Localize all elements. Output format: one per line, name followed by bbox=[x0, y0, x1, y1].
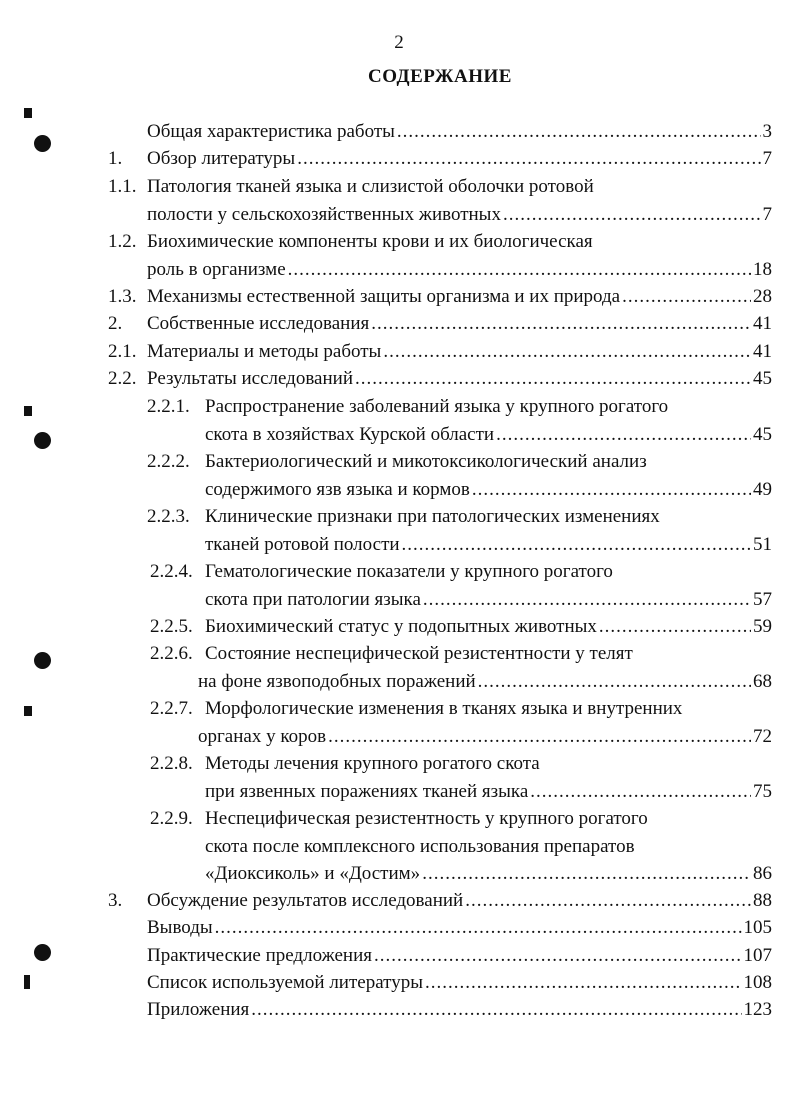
toc-entry-title: Практические предложения bbox=[147, 945, 372, 966]
toc-entry-number: 1. bbox=[108, 148, 123, 169]
toc-entry[interactable] bbox=[198, 670, 772, 694]
toc-entry-number: 2.2.2. bbox=[147, 451, 190, 472]
toc-entry-title: Обсуждение результатов исследований bbox=[147, 890, 464, 911]
toc-entry-title: Биохимические компоненты крови и их биологическая bbox=[147, 231, 593, 252]
toc-entry-title: Общая характеристика работы bbox=[147, 121, 395, 142]
toc-entry[interactable] bbox=[205, 533, 772, 557]
toc-page-number: 75 bbox=[753, 780, 772, 802]
toc-entry-number: 2.2.7. bbox=[150, 698, 193, 719]
toc-page-number: 45 bbox=[753, 423, 772, 445]
toc-page-number: 41 bbox=[753, 313, 772, 334]
toc-entry[interactable] bbox=[147, 998, 772, 1022]
toc-entry[interactable] bbox=[147, 944, 772, 968]
toc-entry[interactable] bbox=[147, 203, 772, 227]
toc-entry-number: 2.2.8. bbox=[150, 753, 193, 774]
toc-page-number: 51 bbox=[753, 533, 772, 555]
dot-leader bbox=[374, 944, 742, 968]
toc-entry[interactable] bbox=[147, 971, 772, 995]
toc-entry-title: Материалы и методы работы bbox=[147, 341, 382, 362]
toc-entry-title: на фоне язвоподобных поражений bbox=[198, 670, 476, 692]
toc-entry-number: 2.1. bbox=[108, 341, 137, 362]
scan-mark bbox=[24, 706, 32, 716]
toc-entry-title: Собственные исследования bbox=[147, 313, 370, 334]
dot-leader bbox=[425, 971, 742, 995]
binding-hole-dot bbox=[34, 652, 51, 669]
toc-entry-title: Биохимический статус у подопытных животных bbox=[205, 616, 597, 637]
toc-entry[interactable] bbox=[205, 862, 772, 886]
toc-entry-number: 2.2.4. bbox=[150, 561, 193, 582]
dot-leader bbox=[423, 588, 751, 612]
toc-page-number: 68 bbox=[753, 670, 772, 692]
toc-entry-title: полости у сельскохозяйственных животных bbox=[147, 203, 501, 225]
toc-page-number: 108 bbox=[743, 972, 772, 993]
toc-entry-title: Методы лечения крупного рогатого скота bbox=[205, 753, 540, 774]
toc-page-number: 86 bbox=[753, 863, 772, 884]
toc-entry-number: 2.2. bbox=[108, 368, 137, 389]
toc-entry[interactable] bbox=[198, 725, 772, 749]
toc-page-number: 49 bbox=[753, 478, 772, 500]
dot-leader bbox=[215, 916, 742, 940]
dot-leader bbox=[371, 312, 751, 336]
dot-leader bbox=[251, 998, 741, 1022]
dot-leader bbox=[397, 120, 761, 144]
dot-leader bbox=[422, 862, 751, 886]
binding-hole-dot bbox=[34, 944, 51, 961]
toc-entry[interactable] bbox=[147, 367, 772, 391]
toc-entry-title: Распространение заболеваний языка у крупного рогатого bbox=[205, 396, 669, 417]
dot-leader bbox=[530, 780, 751, 804]
toc-entry[interactable] bbox=[205, 615, 772, 639]
page-title: СОДЕРЖАНИЕ bbox=[368, 66, 512, 87]
dot-leader bbox=[503, 203, 761, 227]
toc-entry[interactable] bbox=[147, 916, 772, 940]
toc-entry[interactable] bbox=[205, 588, 772, 612]
dot-leader bbox=[472, 478, 751, 502]
toc-entry-title: скота в хозяйствах Курской области bbox=[205, 423, 495, 445]
toc-entry-number: 3. bbox=[108, 890, 123, 911]
toc-page-number: 59 bbox=[753, 616, 772, 637]
toc-entry[interactable] bbox=[205, 423, 772, 447]
scan-mark bbox=[24, 975, 30, 989]
dot-leader bbox=[478, 670, 751, 694]
toc-entry-title: Результаты исследований bbox=[147, 368, 353, 389]
dot-leader bbox=[383, 340, 751, 364]
toc-entry-title: тканей ротовой полости bbox=[205, 533, 400, 555]
toc-entry-number: 1.2. bbox=[108, 231, 137, 252]
toc-entry[interactable] bbox=[205, 478, 772, 502]
toc-page-number: 28 bbox=[753, 286, 772, 307]
binding-hole-dot bbox=[34, 432, 51, 449]
toc-entry-title: скота при патологии языка bbox=[205, 588, 421, 610]
scan-mark bbox=[24, 406, 32, 416]
toc-entry-title: Морфологические изменения в тканях языка и внутренних bbox=[205, 698, 683, 719]
toc-entry-number: 1.3. bbox=[108, 286, 137, 307]
scan-mark bbox=[24, 108, 32, 118]
dot-leader bbox=[599, 615, 751, 639]
toc-page-number: 18 bbox=[753, 258, 772, 280]
toc-entry-title: Клинические признаки при патологических изменениях bbox=[205, 506, 660, 527]
toc-entry-title: скота после комплексного использования препаратов bbox=[205, 835, 635, 857]
toc-page-number: 57 bbox=[753, 588, 772, 610]
toc-entry[interactable] bbox=[147, 285, 772, 309]
toc-entry-title: Механизмы естественной защиты организма и их природа bbox=[147, 286, 621, 307]
toc-entry-number: 2.2.3. bbox=[147, 506, 190, 527]
toc-entry[interactable] bbox=[147, 120, 772, 144]
toc-entry[interactable] bbox=[147, 147, 772, 171]
toc-entry-title: Обзор литературы bbox=[147, 148, 296, 169]
binding-hole-dot bbox=[34, 135, 51, 152]
toc-page-number: 72 bbox=[753, 725, 772, 747]
toc-entry-title: «Диоксиколь» и «Достим» bbox=[205, 863, 421, 884]
toc-entry-title: Список используемой литературы bbox=[147, 972, 423, 993]
toc-entry-number: 2.2.9. bbox=[150, 808, 193, 829]
toc-entry-title: Состояние неспецифической резистентности у телят bbox=[205, 643, 633, 664]
dot-leader bbox=[297, 147, 760, 171]
toc-page-number: 105 bbox=[743, 917, 772, 938]
toc-entry-number: 1.1. bbox=[108, 176, 137, 197]
toc-entry-title: органах у коров bbox=[198, 725, 327, 747]
toc-entry-title: содержимого язв языка и кормов bbox=[205, 478, 470, 500]
dot-leader bbox=[622, 285, 751, 309]
toc-page-number: 41 bbox=[753, 341, 772, 362]
toc-entry-title: Выводы bbox=[147, 917, 213, 938]
toc-page-number: 45 bbox=[753, 368, 772, 389]
dot-leader bbox=[288, 258, 751, 282]
toc-entry-number: 2.2.6. bbox=[150, 643, 193, 664]
toc-page-number: 7 bbox=[762, 203, 772, 225]
toc-entry-title: Бактериологический и микотоксикологический анализ bbox=[205, 451, 647, 472]
dot-leader bbox=[328, 725, 751, 749]
toc-entry-title: Приложения bbox=[147, 999, 250, 1020]
toc-entry[interactable] bbox=[147, 312, 772, 336]
toc-entry[interactable] bbox=[147, 258, 772, 282]
toc-page-number: 7 bbox=[762, 148, 772, 169]
toc-entry-title: роль в организме bbox=[147, 258, 286, 280]
page-number: 2 bbox=[394, 32, 404, 53]
toc-entry-number: 2. bbox=[108, 313, 123, 334]
toc-entry-title: Неспецифическая резистентность у крупного рогатого bbox=[205, 808, 648, 829]
dot-leader bbox=[465, 889, 751, 913]
toc-entry-title: Гематологические показатели у крупного рогатого bbox=[205, 561, 613, 582]
dot-leader bbox=[355, 367, 751, 391]
toc-entry-title: Патология тканей языка и слизистой оболочки ротовой bbox=[147, 176, 594, 197]
toc-entry-number: 2.2.5. bbox=[150, 616, 193, 637]
toc-page-number: 88 bbox=[753, 890, 772, 911]
dot-leader bbox=[402, 533, 751, 557]
toc-entry-number: 2.2.1. bbox=[147, 396, 190, 417]
toc-entry[interactable] bbox=[147, 889, 772, 913]
dot-leader bbox=[496, 423, 751, 447]
toc-page-number: 107 bbox=[743, 945, 772, 966]
toc-entry-title: при язвенных поражениях тканей языка bbox=[205, 780, 529, 802]
toc-entry[interactable] bbox=[205, 780, 772, 804]
toc-page-number: 123 bbox=[743, 999, 772, 1020]
toc-entry[interactable] bbox=[147, 340, 772, 364]
toc-page-number: 3 bbox=[762, 121, 772, 142]
